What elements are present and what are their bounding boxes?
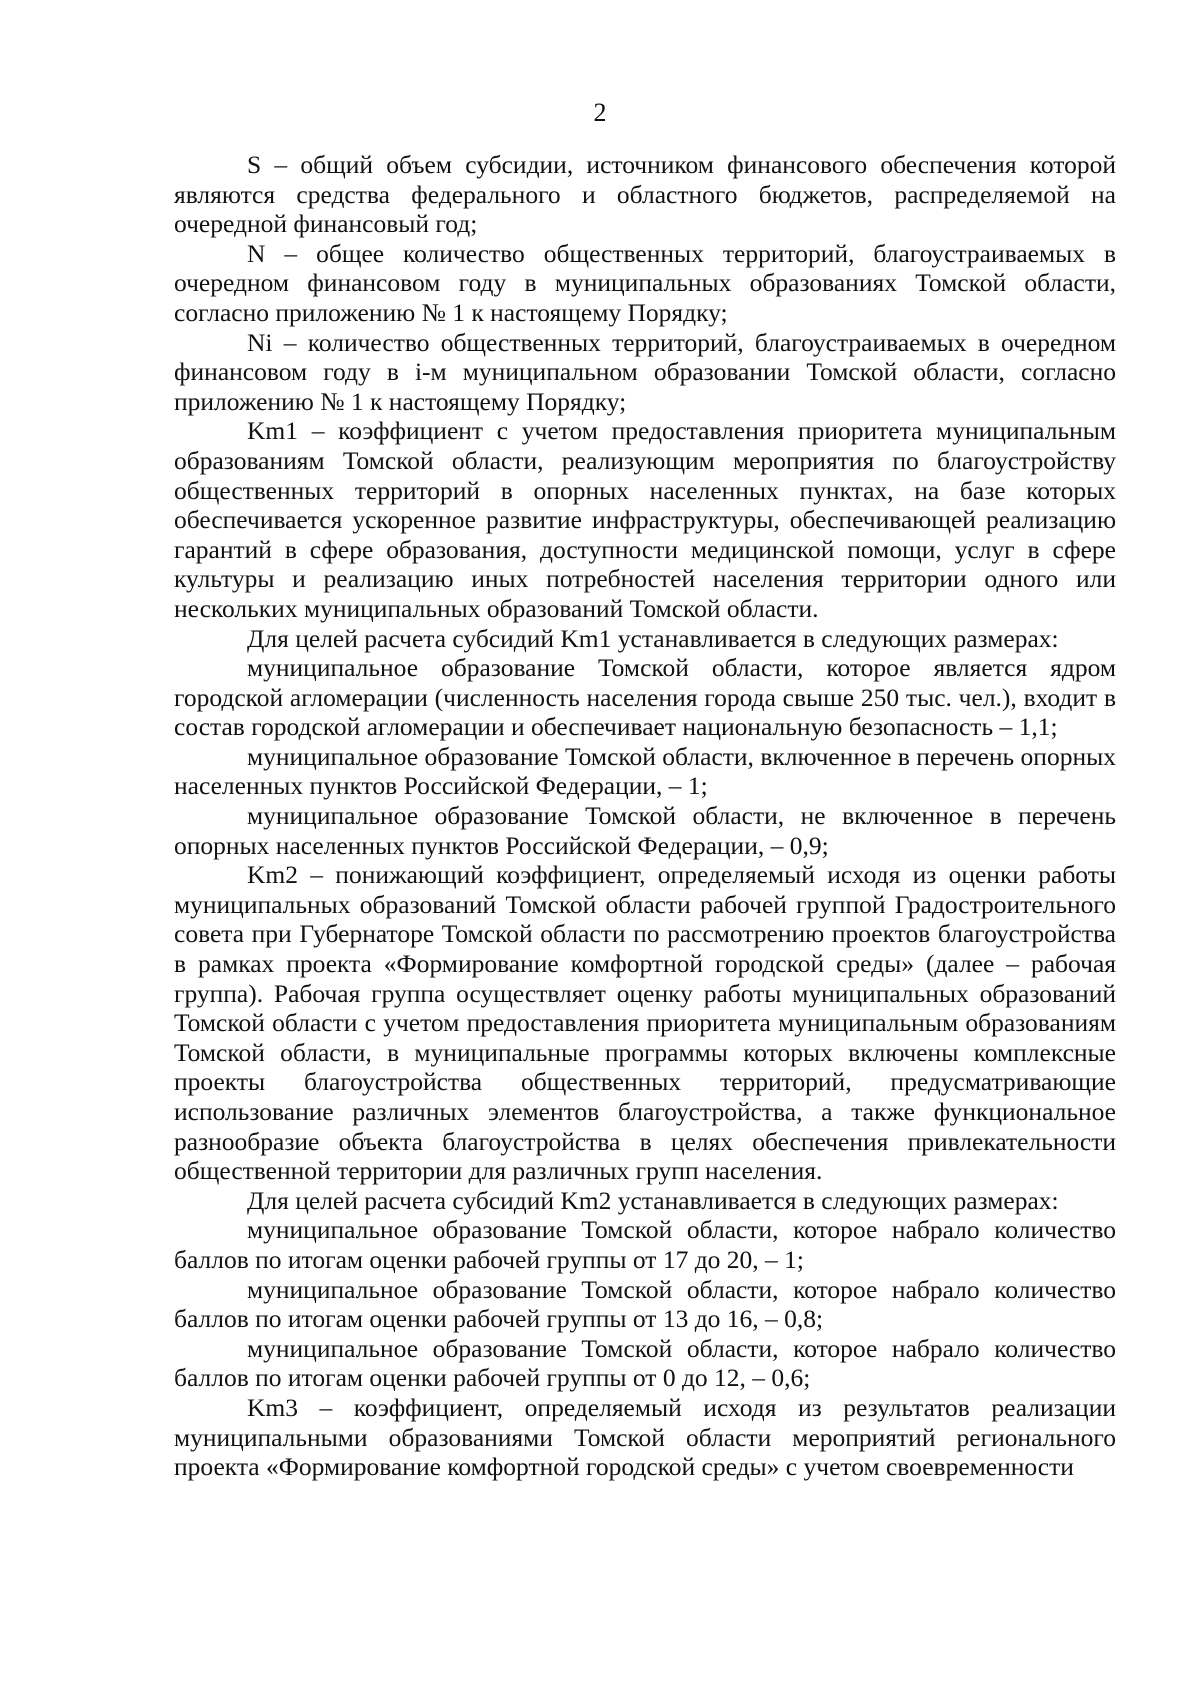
page-number: 2 xyxy=(593,98,607,127)
paragraph-n-definition: N – общее количество общественных территорий, благоустраиваемых в очередном финансовом году в муниципальных образованиях Томской области, согласно приложению № 1 к настоящему Порядку; xyxy=(174,238,1116,327)
paragraph-s-definition: S – общий объем субсидии, источником финансового обеспечения которой являются средства федерального и областного бюджетов, распределяемой на очередной финансовый год; xyxy=(174,150,1116,239)
paragraph-km2-size-1: муниципальное образование Томской области, которое набрало количество баллов по итогам оценки рабочей группы от 17 до 20, – 1; xyxy=(174,1215,1116,1274)
paragraph-km1-size-3: муниципальное образование Томской области, не включенное в перечень опорных населенных пунктов Российской Федерации, – 0,9; xyxy=(174,801,1116,860)
document-body xyxy=(174,150,1116,1482)
paragraph-km2-definition: Km2 – понижающий коэффициент, определяемый исходя из оценки работы муниципальных образований Томской области рабочей группой Градостроительного совета при Губернаторе Томской области по рассмотрению проектов благоустройства в рамках проекта «Формирование комфортной городской среды» (далее – рабочая группа). Рабочая группа осуществляет оценку работы муниципальных образований Томской области с учетом предоставления приоритета муниципальным образованиям Томской области, в муниципальные программы которых включены комплексные проекты благоустройства общественных территорий, предусматривающие использование различных элементов благоустройства, а также функциональное разнообразие объекта благоустройства в целях обеспечения привлекательности общественной территории для различных групп населения. xyxy=(174,860,1116,1186)
paragraph-km1-definition: Km1 – коэффициент с учетом предоставления приоритета муниципальным образованиям Томской области, реализующим мероприятия по благоустройству общественных территорий в опорных населенных пунктах, на базе которых обеспечивается ускоренное развитие инфраструктуры, обеспечивающей реализацию гарантий в сфере образования, доступности медицинской помощи, услуг в сфере культуры и реализацию иных потребностей населения территории одного или нескольких муниципальных образований Томской области. xyxy=(174,416,1116,623)
paragraph-km3-definition: Km3 – коэффициент, определяемый исходя из результатов реализации муниципальными образованиями Томской области мероприятий регионального проекта «Формирование комфортной городской среды» с учетом своевременности xyxy=(174,1392,1116,1482)
paragraph-km2-size-2: муниципальное образование Томской области, которое набрало количество баллов по итогам оценки рабочей группы от 13 до 16, – 0,8; xyxy=(174,1274,1116,1334)
paragraph-km1-sizes-intro: Для целей расчета субсидий Km1 устанавливается в следующих размерах: xyxy=(247,623,1059,653)
paragraph-km1-size-1: муниципальное образование Томской области, которое является ядром городской агломерации (численность населения города свыше 250 тыс. чел.), входит в состав городской агломерации и обеспечивает национальную безопасность – 1,1; xyxy=(174,653,1116,742)
paragraph-ni-definition: Ni – количество общественных территорий, благоустраиваемых в очередном финансовом году в i-м муниципальном образовании Томской области, согласно приложению № 1 к настоящему Порядку; xyxy=(174,327,1116,416)
paragraph-km1-size-2: муниципальное образование Томской области, включенное в перечень опорных населенных пунктов Российской Федерации, – 1; xyxy=(174,741,1116,801)
paragraph-km2-sizes-intro: Для целей расчета субсидий Km2 устанавливается в следующих размерах: xyxy=(247,1185,1059,1215)
paragraph-km2-size-3: муниципальное образование Томской области, которое набрало количество баллов по итогам оценки рабочей группы от 0 до 12, – 0,6; xyxy=(174,1333,1116,1393)
